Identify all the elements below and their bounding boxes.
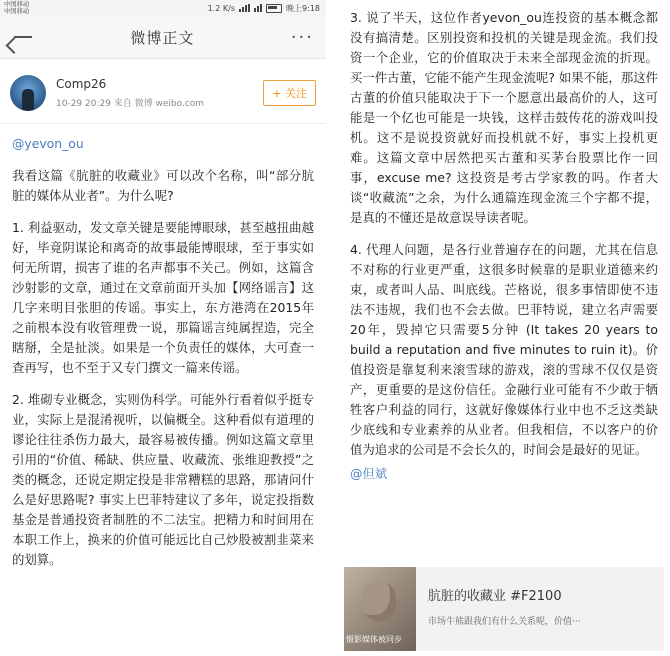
linked-article-card[interactable] bbox=[344, 567, 664, 651]
carrier-1: 中国移动 bbox=[4, 0, 30, 8]
carrier-2: 中国移动 bbox=[4, 7, 30, 15]
status-right bbox=[208, 3, 320, 14]
thumbnail-caption: 慑影媒体被同步 bbox=[346, 635, 402, 644]
post-meta: 10-29 20:29 来自 微博 weibo.com bbox=[56, 99, 205, 109]
author-name[interactable]: Comp26 bbox=[56, 77, 107, 91]
author-info bbox=[56, 77, 263, 109]
author-row bbox=[0, 59, 326, 123]
page-title: 微博正文 bbox=[130, 28, 195, 47]
card-text bbox=[416, 567, 581, 651]
paragraph-1: 1. 利益驱动，发文章关键是要能博眼球，甚至越扭曲越好，毕竟阴谋论和离奇的故事最能博眼球，至于事实如何无所谓，损害了谁的名声都事不关己。例如，这篇含沙射影的文章，通过在文章前面开头加【网络谣言】这几字来明目张胆的传谣。事实上，东方港湾在2015年之前根本没有收管理费一说，那篇谣言纯属捏造，完全瞎掰，全是扯淡。如果是一个负责任的媒体，大可查一查再写，也不至于又专门撰文一篇来传谣。 bbox=[12, 220, 314, 375]
right-screen bbox=[338, 0, 670, 656]
signal-icon bbox=[239, 4, 250, 12]
more-options-icon[interactable]: ··· bbox=[290, 26, 314, 48]
paragraph-intro: 我看这篇《肮脏的收藏业》可以改个名称，叫“部分肮脏的媒体从业者”。为什么呢? bbox=[12, 168, 314, 203]
paragraph-3: 3. 说了半天，这位作者yevon_ou连投资的基本概念都没有搞清楚。区别投资和投机的关键是现金流。我们投资一个企业，它的价值取决于未来全部现金流的折现。买一件古董，它能不能产生现金流呢? 如果不能，那这件古董的价值只能取决于下一个愿意出最高价的人，这可能是一个亿也可能是一块钱，这样击鼓传花的游戏叫投机。这不是说投资就好而投机就不好，事实上投机更难。这篇文章中居然把买古董和买茅台股票比作一回事，excuse me? 这投资是考古学家教的吗。作者大谈“收藏流”之余，为什么通篇连现金流三个字都不提，是真的不懂还是故意误导读者呢。 bbox=[350, 10, 658, 225]
card-subtitle: 市场牛熊跟我们有什么关系呢，价值··· bbox=[428, 617, 581, 627]
card-title: 肮脏的收藏业 #F2100 bbox=[428, 589, 562, 604]
clock: 晚上9:18 bbox=[286, 3, 320, 13]
follow-button[interactable]: + 关注 bbox=[263, 80, 316, 106]
mention-link[interactable]: @yevon_ou bbox=[12, 136, 84, 151]
network-speed: 1.2 K/s bbox=[207, 3, 236, 13]
wifi-icon bbox=[254, 4, 262, 12]
article-thumbnail bbox=[344, 567, 416, 651]
post-body-left bbox=[0, 124, 326, 656]
status-bar bbox=[0, 0, 326, 16]
post-body-right bbox=[338, 0, 670, 656]
mention-link-dan-bin[interactable]: @但斌 bbox=[350, 466, 388, 481]
carriers bbox=[4, 1, 32, 15]
avatar[interactable] bbox=[10, 75, 46, 111]
back-arrow-icon[interactable] bbox=[12, 26, 34, 48]
paragraph-4: 4. 代理人问题，是各行业普遍存在的问题，尤其在信息不对称的行业更严重，这很多时候靠的是职业道德来约束，或者叫人品、叫底线。芒格说，很多事情即使不违法不违规，我们也不会去做。巴菲特说，建立名声需要20年，毁掉它只需要5分钟 (It takes 20 years to build a reputation and five minutes to ruin it)。价值投资是靠复利来滚雪球的游戏，滚的雪球不仅仅是资产，更重要的是这份信任。金融行业可能有不少敢于牺牲客户利益的同行，这就好像媒体行业中也不乏这类缺少底线和专业素养的从业者。但我相信，不以客户的价值为追求的公司是不会长久的，时间会是最好的见证。 bbox=[350, 242, 658, 457]
nav-bar bbox=[0, 16, 326, 59]
paragraph-2: 2. 堆砌专业概念，实则伪科学。可能外行看着似乎挺专业，实际上是混淆视听，以偏概全。这种看似有道理的谬论往往杀伤力最大，最容易被传播。例如这篇文章里引用的“价值、稀缺、供应量、收藏流、张维迎教授”之类的概念，还说定期定投是非常糟糕的思路，那请问什么是好思路呢? 事实上巴菲特建议了多年，说定投指数基金是普通投资者制胜的不二法宝。把精力和时间用在本职工作上，换来的价值可能远比自己炒股被割韭菜来的划算。 bbox=[12, 392, 314, 567]
battery-icon bbox=[266, 4, 282, 13]
left-screen bbox=[0, 0, 326, 656]
